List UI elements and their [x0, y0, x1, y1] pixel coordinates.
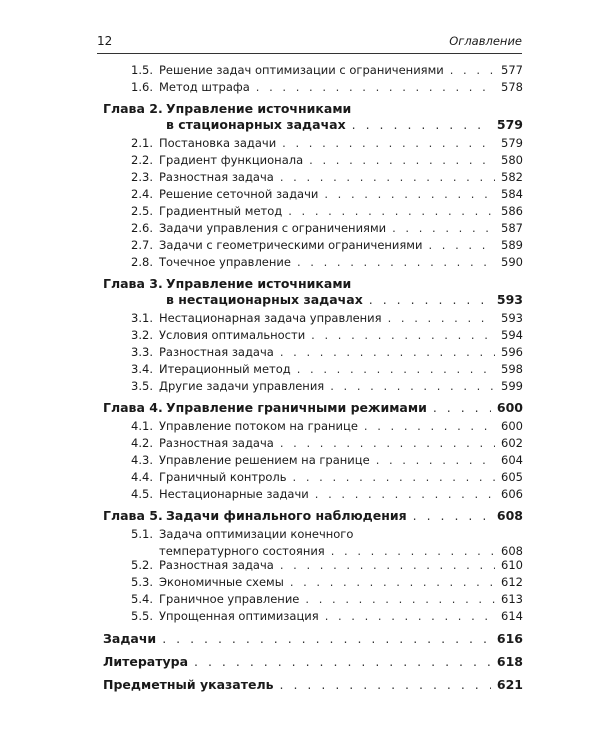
back-matter-page: 621	[496, 677, 523, 692]
section-title: Разностная задача	[159, 170, 274, 184]
section-title: Управление потоком на границе	[159, 419, 358, 433]
section-title: Итерационный метод	[159, 362, 291, 376]
section-title-line1: Задача оптимизации конечного	[159, 527, 354, 541]
section-page: 612	[501, 575, 523, 589]
dot-leader	[282, 135, 495, 152]
chapter-label: Глава 3.	[103, 276, 163, 291]
section-title-line2: температурного состояния	[159, 544, 325, 558]
section-title: Разностная задача	[159, 345, 274, 359]
section-number: 2.8.	[131, 255, 153, 269]
dot-leader	[376, 452, 495, 469]
section-number: 5.3.	[131, 575, 153, 589]
header-rule	[97, 53, 522, 54]
section-number: 1.6.	[131, 80, 153, 94]
table-of-contents	[103, 62, 523, 694]
dot-leader	[288, 203, 495, 220]
section-page: 589	[501, 238, 523, 252]
section-title: Градиентный метод	[159, 204, 283, 218]
section-page: 580	[501, 153, 523, 167]
section-page: 596	[501, 345, 523, 359]
dot-leader	[297, 361, 495, 378]
section-title: Упрощенная оптимизация	[159, 609, 319, 623]
toc-subject-index[interactable]	[103, 676, 523, 694]
section-page: 604	[501, 453, 523, 467]
toc-problems[interactable]	[103, 630, 523, 648]
chapter-title-line2: в нестационарных задачах	[166, 292, 363, 307]
dot-leader	[280, 435, 495, 452]
section-title: Метод штрафа	[159, 80, 250, 94]
section-page: 590	[501, 255, 523, 269]
section-title: Экономичные схемы	[159, 575, 284, 589]
dot-leader	[428, 237, 495, 254]
toc-section-5-3[interactable]	[103, 574, 523, 591]
back-matter-title: Литература	[103, 654, 189, 669]
chapter-label: Глава 4.	[103, 400, 163, 415]
toc-section-4-3[interactable]	[103, 452, 523, 469]
section-title: Градиент функционала	[159, 153, 304, 167]
dot-leader	[315, 486, 495, 503]
section-number: 3.4.	[131, 362, 153, 376]
toc-chapter-3[interactable]	[103, 276, 523, 310]
section-number: 3.1.	[131, 311, 153, 325]
dot-leader	[330, 378, 495, 395]
section-page: 602	[501, 436, 523, 450]
section-number: 2.2.	[131, 153, 153, 167]
dot-leader	[413, 508, 491, 524]
section-page: 586	[501, 204, 523, 218]
dot-leader	[325, 608, 495, 625]
section-title: Граничный контроль	[159, 470, 287, 484]
section-page: 606	[501, 487, 523, 501]
chapter-title-line1: Задачи финального наблюдения	[166, 508, 407, 523]
dot-leader	[369, 292, 491, 308]
chapter-label: Глава 2.	[103, 101, 163, 116]
toc-section-2-6[interactable]	[103, 220, 523, 237]
toc-section-5-5[interactable]	[103, 608, 523, 625]
toc-section-2-1[interactable]	[103, 135, 523, 152]
dot-leader	[280, 344, 495, 361]
section-title: Разностная задача	[159, 558, 274, 572]
back-matter-page: 618	[496, 654, 523, 669]
chapter-title-line1: Управление граничными режимами	[166, 400, 427, 415]
toc-section-3-2[interactable]	[103, 327, 523, 344]
toc-section-4-4[interactable]	[103, 469, 523, 486]
dot-leader	[162, 630, 491, 648]
dot-leader	[364, 418, 495, 435]
toc-section-3-3[interactable]	[103, 344, 523, 361]
section-number: 4.3.	[131, 453, 153, 467]
dot-leader	[433, 400, 491, 416]
toc-section-1-6[interactable]	[103, 79, 523, 96]
dot-leader	[352, 117, 491, 133]
section-title: Нестационарная задача управления	[159, 311, 382, 325]
toc-literature[interactable]	[103, 653, 523, 671]
toc-section-5-1[interactable]	[103, 526, 523, 557]
toc-chapter-5[interactable]	[103, 508, 523, 526]
section-number: 2.4.	[131, 187, 153, 201]
toc-section-2-8[interactable]	[103, 254, 523, 271]
section-title: Точечное управление	[159, 255, 291, 269]
toc-section-3-5[interactable]	[103, 378, 523, 395]
toc-chapter-2[interactable]	[103, 101, 523, 135]
section-page: 608	[501, 544, 523, 558]
toc-section-2-3[interactable]	[103, 169, 523, 186]
back-matter-title: Предметный указатель	[103, 677, 274, 692]
dot-leader	[280, 676, 491, 694]
section-page: 584	[501, 187, 523, 201]
section-number: 4.5.	[131, 487, 153, 501]
section-page: 587	[501, 221, 523, 235]
chapter-page: 608	[496, 508, 523, 523]
toc-section-4-1[interactable]	[103, 418, 523, 435]
section-page: 610	[501, 558, 523, 572]
dot-leader	[450, 62, 495, 79]
section-number: 2.3.	[131, 170, 153, 184]
toc-section-3-1[interactable]	[103, 310, 523, 327]
section-number: 5.4.	[131, 592, 153, 606]
toc-section-2-4[interactable]	[103, 186, 523, 203]
section-page: 593	[501, 311, 523, 325]
section-number: 5.5.	[131, 609, 153, 623]
dot-leader	[194, 653, 491, 671]
section-title: Постановка задачи	[159, 136, 277, 150]
section-number: 2.5.	[131, 204, 153, 218]
dot-leader	[305, 591, 495, 608]
dot-leader	[388, 310, 495, 327]
section-title: Нестационарные задачи	[159, 487, 309, 501]
toc-section-1-5[interactable]	[103, 62, 523, 79]
section-page: 598	[501, 362, 523, 376]
back-matter-page: 616	[496, 631, 523, 646]
toc-section-2-7[interactable]	[103, 237, 523, 254]
dot-leader	[280, 557, 495, 574]
section-number: 2.1.	[131, 136, 153, 150]
section-title: Граничное управление	[159, 592, 300, 606]
section-title: Задачи управления с ограничениями	[159, 221, 387, 235]
section-title: Разностная задача	[159, 436, 274, 450]
dot-leader	[392, 220, 495, 237]
toc-section-4-5[interactable]	[103, 486, 523, 503]
section-number: 3.2.	[131, 328, 153, 342]
section-number: 1.5.	[131, 63, 153, 77]
section-title: Управление решением на границе	[159, 453, 370, 467]
toc-section-4-2[interactable]	[103, 435, 523, 452]
section-number: 5.1.	[131, 527, 153, 541]
section-page: 614	[501, 609, 523, 623]
section-title: Условия оптимальности	[159, 328, 306, 342]
section-number: 5.2.	[131, 558, 153, 572]
section-page: 582	[501, 170, 523, 184]
dot-leader	[297, 254, 495, 271]
page-number: 12	[97, 34, 113, 48]
toc-section-2-2[interactable]	[103, 152, 523, 169]
dot-leader	[256, 79, 495, 96]
chapter-title-line1: Управление источниками	[166, 276, 352, 291]
toc-section-2-5[interactable]	[103, 203, 523, 220]
section-page: 605	[501, 470, 523, 484]
section-title: Другие задачи управления	[159, 379, 325, 393]
section-number: 4.2.	[131, 436, 153, 450]
section-title: Задачи с геометрическими ограничениями	[159, 238, 423, 252]
section-number: 2.6.	[131, 221, 153, 235]
chapter-title-line1: Управление источниками	[166, 101, 352, 116]
chapter-label: Глава 5.	[103, 508, 163, 523]
section-page: 600	[501, 419, 523, 433]
chapter-page: 579	[496, 117, 523, 132]
section-page: 579	[501, 136, 523, 150]
section-title: Решение задач оптимизации с ограничениями	[159, 63, 444, 77]
dot-leader	[309, 152, 495, 169]
dot-leader	[324, 186, 495, 203]
back-matter-title: Задачи	[103, 631, 157, 646]
section-number: 3.3.	[131, 345, 153, 359]
section-page: 577	[501, 63, 523, 77]
dot-leader	[293, 469, 496, 486]
section-page: 613	[501, 592, 523, 606]
section-title: Решение сеточной задачи	[159, 187, 319, 201]
dot-leader	[311, 327, 495, 344]
section-number: 4.1.	[131, 419, 153, 433]
chapter-title-line2: в стационарных задачах	[166, 117, 346, 132]
running-header-title: Оглавление	[449, 34, 522, 48]
toc-section-5-4[interactable]	[103, 591, 523, 608]
toc-chapter-4[interactable]	[103, 400, 523, 418]
toc-section-5-2[interactable]	[103, 557, 523, 574]
dot-leader	[280, 169, 495, 186]
section-number: 3.5.	[131, 379, 153, 393]
section-page: 578	[501, 80, 523, 94]
section-page: 594	[501, 328, 523, 342]
chapter-page: 600	[496, 400, 523, 415]
section-number: 4.4.	[131, 470, 153, 484]
toc-section-3-4[interactable]	[103, 361, 523, 378]
section-page: 599	[501, 379, 523, 393]
section-number: 2.7.	[131, 238, 153, 252]
chapter-page: 593	[496, 292, 523, 307]
dot-leader	[290, 574, 495, 591]
